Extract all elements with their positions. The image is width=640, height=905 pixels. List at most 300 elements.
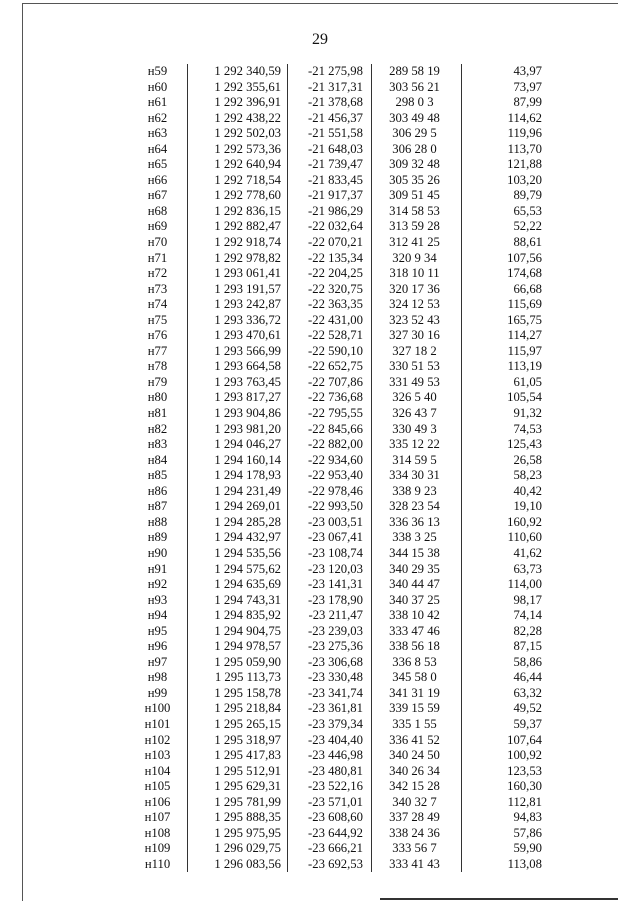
point-id-cell: н67 bbox=[128, 188, 188, 204]
direction-angle-cell: 338 10 42 bbox=[372, 608, 462, 624]
x-coordinate-cell: 1 294 978,57 bbox=[188, 639, 288, 655]
direction-angle-cell: 298 0 3 bbox=[372, 95, 462, 111]
table-row bbox=[128, 577, 556, 593]
point-id-cell: н65 bbox=[128, 157, 188, 173]
distance-cell: 59,90 bbox=[513, 841, 542, 856]
direction-angle-cell: 340 29 35 bbox=[372, 562, 462, 578]
direction-angle-cell: 327 18 2 bbox=[372, 344, 462, 360]
point-id-cell: н86 bbox=[128, 484, 188, 500]
y-coordinate-cell: -21 378,68 bbox=[288, 95, 372, 111]
point-id-cell: н60 bbox=[128, 80, 188, 96]
direction-angle-cell: 345 58 0 bbox=[372, 670, 462, 686]
table-row bbox=[128, 515, 556, 531]
x-coordinate-cell: 1 294 231,49 bbox=[188, 484, 288, 500]
y-coordinate-cell: -23 446,98 bbox=[288, 748, 372, 764]
direction-angle-cell: 344 15 38 bbox=[372, 546, 462, 562]
point-id-cell: н83 bbox=[128, 437, 188, 453]
x-coordinate-cell: 1 293 763,45 bbox=[188, 375, 288, 391]
y-coordinate-cell: -23 067,41 bbox=[288, 530, 372, 546]
x-coordinate-cell: 1 293 470,61 bbox=[188, 328, 288, 344]
direction-angle-cell: 342 15 28 bbox=[372, 779, 462, 795]
direction-angle-cell: 314 59 5 bbox=[372, 453, 462, 469]
distance-cell: 105,54 bbox=[507, 390, 542, 405]
y-coordinate-cell: -21 456,37 bbox=[288, 111, 372, 127]
y-coordinate-cell: -22 070,21 bbox=[288, 235, 372, 251]
x-coordinate-cell: 1 295 218,84 bbox=[188, 701, 288, 717]
direction-angle-cell: 338 24 36 bbox=[372, 826, 462, 842]
distance-cell: 57,86 bbox=[513, 825, 542, 840]
x-coordinate-cell: 1 295 888,35 bbox=[188, 810, 288, 826]
distance-cell: 107,56 bbox=[507, 250, 542, 265]
table-row bbox=[128, 80, 556, 96]
direction-angle-cell: 289 58 19 bbox=[372, 64, 462, 80]
direction-angle-cell: 327 30 16 bbox=[372, 328, 462, 344]
table-row bbox=[128, 344, 556, 360]
y-coordinate-cell: -22 431,00 bbox=[288, 313, 372, 329]
page-top-border bbox=[22, 3, 618, 4]
table-row bbox=[128, 188, 556, 204]
table-row bbox=[128, 717, 556, 733]
x-coordinate-cell: 1 293 664,58 bbox=[188, 359, 288, 375]
y-coordinate-cell: -21 551,58 bbox=[288, 126, 372, 142]
distance-cell: 115,97 bbox=[507, 343, 542, 358]
table-row bbox=[128, 764, 556, 780]
point-id-cell: н96 bbox=[128, 639, 188, 655]
point-id-cell: н73 bbox=[128, 282, 188, 298]
table-row bbox=[128, 111, 556, 127]
table-row bbox=[128, 406, 556, 422]
coordinates-table bbox=[128, 64, 556, 872]
x-coordinate-cell: 1 294 575,62 bbox=[188, 562, 288, 578]
direction-angle-cell: 309 32 48 bbox=[372, 157, 462, 173]
distance-cell: 91,32 bbox=[513, 406, 542, 421]
direction-angle-cell: 306 28 0 bbox=[372, 142, 462, 158]
table-row bbox=[128, 204, 556, 220]
direction-angle-cell: 339 15 59 bbox=[372, 701, 462, 717]
y-coordinate-cell: -23 108,74 bbox=[288, 546, 372, 562]
table-row bbox=[128, 826, 556, 842]
page-bottom-mark bbox=[380, 898, 618, 900]
y-coordinate-cell: -22 032,64 bbox=[288, 219, 372, 235]
table-row bbox=[128, 655, 556, 671]
distance-cell: 63,32 bbox=[513, 685, 542, 700]
table-row bbox=[128, 282, 556, 298]
table-row bbox=[128, 266, 556, 282]
direction-angle-cell: 338 56 18 bbox=[372, 639, 462, 655]
x-coordinate-cell: 1 294 535,56 bbox=[188, 546, 288, 562]
point-id-cell: н77 bbox=[128, 344, 188, 360]
point-id-cell: н92 bbox=[128, 577, 188, 593]
x-coordinate-cell: 1 295 113,73 bbox=[188, 670, 288, 686]
y-coordinate-cell: -21 739,47 bbox=[288, 157, 372, 173]
direction-angle-cell: 333 47 46 bbox=[372, 624, 462, 640]
y-coordinate-cell: -22 135,34 bbox=[288, 251, 372, 267]
x-coordinate-cell: 1 292 396,91 bbox=[188, 95, 288, 111]
direction-angle-cell: 337 28 49 bbox=[372, 810, 462, 826]
distance-cell: 58,23 bbox=[513, 468, 542, 483]
point-id-cell: н62 bbox=[128, 111, 188, 127]
y-coordinate-cell: -23 480,81 bbox=[288, 764, 372, 780]
x-coordinate-cell: 1 294 904,75 bbox=[188, 624, 288, 640]
y-coordinate-cell: -22 953,40 bbox=[288, 468, 372, 484]
table-row bbox=[128, 639, 556, 655]
y-coordinate-cell: -23 608,60 bbox=[288, 810, 372, 826]
direction-angle-cell: 303 49 48 bbox=[372, 111, 462, 127]
point-id-cell: н94 bbox=[128, 608, 188, 624]
page-left-border bbox=[22, 3, 23, 901]
direction-angle-cell: 312 41 25 bbox=[372, 235, 462, 251]
x-coordinate-cell: 1 292 978,82 bbox=[188, 251, 288, 267]
table-row bbox=[128, 173, 556, 189]
y-coordinate-cell: -23 522,16 bbox=[288, 779, 372, 795]
distance-cell: 110,60 bbox=[507, 530, 542, 545]
distance-cell: 114,62 bbox=[507, 110, 542, 125]
point-id-cell: н70 bbox=[128, 235, 188, 251]
x-coordinate-cell: 1 295 512,91 bbox=[188, 764, 288, 780]
distance-cell: 19,10 bbox=[513, 499, 542, 514]
direction-angle-cell: 313 59 28 bbox=[372, 219, 462, 235]
distance-cell: 63,73 bbox=[513, 561, 542, 576]
x-coordinate-cell: 1 295 417,83 bbox=[188, 748, 288, 764]
point-id-cell: н69 bbox=[128, 219, 188, 235]
direction-angle-cell: 336 41 52 bbox=[372, 733, 462, 749]
y-coordinate-cell: -23 666,21 bbox=[288, 841, 372, 857]
distance-cell: 119,96 bbox=[507, 126, 542, 141]
direction-angle-cell: 324 12 53 bbox=[372, 297, 462, 313]
table-row bbox=[128, 468, 556, 484]
distance-cell: 113,19 bbox=[507, 359, 542, 374]
distance-cell: 87,99 bbox=[513, 95, 542, 110]
y-coordinate-cell: -23 571,01 bbox=[288, 795, 372, 811]
point-id-cell: н84 bbox=[128, 453, 188, 469]
y-coordinate-cell: -23 178,90 bbox=[288, 593, 372, 609]
point-id-cell: н85 bbox=[128, 468, 188, 484]
distance-cell: 26,58 bbox=[513, 452, 542, 467]
distance-cell: 121,88 bbox=[507, 157, 542, 172]
table-row bbox=[128, 795, 556, 811]
direction-angle-cell: 330 49 3 bbox=[372, 422, 462, 438]
distance-cell: 115,69 bbox=[507, 297, 542, 312]
point-id-cell: н103 bbox=[128, 748, 188, 764]
point-id-cell: н109 bbox=[128, 841, 188, 857]
y-coordinate-cell: -22 736,68 bbox=[288, 390, 372, 406]
distance-cell: 49,52 bbox=[513, 701, 542, 716]
x-coordinate-cell: 1 293 817,27 bbox=[188, 390, 288, 406]
point-id-cell: н68 bbox=[128, 204, 188, 220]
x-coordinate-cell: 1 292 438,22 bbox=[188, 111, 288, 127]
x-coordinate-cell: 1 294 432,97 bbox=[188, 530, 288, 546]
x-coordinate-cell: 1 295 629,31 bbox=[188, 779, 288, 795]
table-row bbox=[128, 546, 556, 562]
direction-angle-cell: 305 35 26 bbox=[372, 173, 462, 189]
point-id-cell: н88 bbox=[128, 515, 188, 531]
table-row bbox=[128, 624, 556, 640]
y-coordinate-cell: -22 320,75 bbox=[288, 282, 372, 298]
x-coordinate-cell: 1 292 882,47 bbox=[188, 219, 288, 235]
y-coordinate-cell: -23 404,40 bbox=[288, 733, 372, 749]
point-id-cell: н110 bbox=[128, 857, 188, 873]
x-coordinate-cell: 1 296 029,75 bbox=[188, 841, 288, 857]
x-coordinate-cell: 1 295 265,15 bbox=[188, 717, 288, 733]
table-row bbox=[128, 748, 556, 764]
direction-angle-cell: 323 52 43 bbox=[372, 313, 462, 329]
table-row bbox=[128, 499, 556, 515]
direction-angle-cell: 309 51 45 bbox=[372, 188, 462, 204]
direction-angle-cell: 341 31 19 bbox=[372, 686, 462, 702]
table-row bbox=[128, 390, 556, 406]
table-row bbox=[128, 297, 556, 313]
y-coordinate-cell: -23 644,92 bbox=[288, 826, 372, 842]
point-id-cell: н71 bbox=[128, 251, 188, 267]
distance-cell: 89,79 bbox=[513, 188, 542, 203]
distance-cell: 113,08 bbox=[507, 856, 542, 871]
y-coordinate-cell: -23 275,36 bbox=[288, 639, 372, 655]
x-coordinate-cell: 1 292 573,36 bbox=[188, 142, 288, 158]
point-id-cell: н79 bbox=[128, 375, 188, 391]
table-row bbox=[128, 670, 556, 686]
y-coordinate-cell: -21 917,37 bbox=[288, 188, 372, 204]
y-coordinate-cell: -21 833,45 bbox=[288, 173, 372, 189]
point-id-cell: н59 bbox=[128, 64, 188, 80]
table-row bbox=[128, 701, 556, 717]
distance-cell: 74,14 bbox=[513, 608, 542, 623]
direction-angle-cell: 320 17 36 bbox=[372, 282, 462, 298]
x-coordinate-cell: 1 292 918,74 bbox=[188, 235, 288, 251]
direction-angle-cell: 318 10 11 bbox=[372, 266, 462, 282]
direction-angle-cell: 326 43 7 bbox=[372, 406, 462, 422]
direction-angle-cell: 330 51 53 bbox=[372, 359, 462, 375]
y-coordinate-cell: -22 882,00 bbox=[288, 437, 372, 453]
distance-cell: 74,53 bbox=[513, 421, 542, 436]
x-coordinate-cell: 1 294 285,28 bbox=[188, 515, 288, 531]
x-coordinate-cell: 1 294 269,01 bbox=[188, 499, 288, 515]
table-row bbox=[128, 733, 556, 749]
distance-cell: 59,37 bbox=[513, 716, 542, 731]
y-coordinate-cell: -22 845,66 bbox=[288, 422, 372, 438]
point-id-cell: н80 bbox=[128, 390, 188, 406]
y-coordinate-cell: -23 341,74 bbox=[288, 686, 372, 702]
table-row bbox=[128, 530, 556, 546]
y-coordinate-cell: -21 648,03 bbox=[288, 142, 372, 158]
y-coordinate-cell: -21 275,98 bbox=[288, 64, 372, 80]
direction-angle-cell: 335 1 55 bbox=[372, 717, 462, 733]
x-coordinate-cell: 1 295 158,78 bbox=[188, 686, 288, 702]
x-coordinate-cell: 1 292 502,03 bbox=[188, 126, 288, 142]
x-coordinate-cell: 1 292 355,61 bbox=[188, 80, 288, 96]
page-number: 29 bbox=[312, 31, 328, 48]
direction-angle-cell: 314 58 53 bbox=[372, 204, 462, 220]
point-id-cell: н108 bbox=[128, 826, 188, 842]
table-row bbox=[128, 484, 556, 500]
direction-angle-cell: 336 36 13 bbox=[372, 515, 462, 531]
x-coordinate-cell: 1 293 191,57 bbox=[188, 282, 288, 298]
y-coordinate-cell: -23 692,53 bbox=[288, 857, 372, 873]
direction-angle-cell: 328 23 54 bbox=[372, 499, 462, 515]
distance-cell: 58,86 bbox=[513, 654, 542, 669]
distance-cell: 88,61 bbox=[513, 235, 542, 250]
y-coordinate-cell: -22 707,86 bbox=[288, 375, 372, 391]
x-coordinate-cell: 1 294 635,69 bbox=[188, 577, 288, 593]
y-coordinate-cell: -21 317,31 bbox=[288, 80, 372, 96]
direction-angle-cell: 331 49 53 bbox=[372, 375, 462, 391]
y-coordinate-cell: -23 003,51 bbox=[288, 515, 372, 531]
direction-angle-cell: 333 56 7 bbox=[372, 841, 462, 857]
distance-cell: 65,53 bbox=[513, 203, 542, 218]
x-coordinate-cell: 1 292 640,94 bbox=[188, 157, 288, 173]
table-row bbox=[128, 375, 556, 391]
distance-cell: 73,97 bbox=[513, 79, 542, 94]
x-coordinate-cell: 1 292 778,60 bbox=[188, 188, 288, 204]
point-id-cell: н87 bbox=[128, 499, 188, 515]
x-coordinate-cell: 1 295 975,95 bbox=[188, 826, 288, 842]
distance-cell: 98,17 bbox=[513, 592, 542, 607]
direction-angle-cell: 338 3 25 bbox=[372, 530, 462, 546]
table-row bbox=[128, 562, 556, 578]
point-id-cell: н100 bbox=[128, 701, 188, 717]
x-coordinate-cell: 1 293 904,86 bbox=[188, 406, 288, 422]
point-id-cell: н105 bbox=[128, 779, 188, 795]
point-id-cell: н98 bbox=[128, 670, 188, 686]
point-id-cell: н66 bbox=[128, 173, 188, 189]
distance-cell: 40,42 bbox=[513, 483, 542, 498]
table-row bbox=[128, 359, 556, 375]
distance-cell: 94,83 bbox=[513, 810, 542, 825]
point-id-cell: н106 bbox=[128, 795, 188, 811]
distance-cell: 160,92 bbox=[507, 514, 542, 529]
table-row bbox=[128, 841, 556, 857]
distance-cell: 43,97 bbox=[513, 64, 542, 78]
distance-cell: 165,75 bbox=[507, 312, 542, 327]
y-coordinate-cell: -23 330,48 bbox=[288, 670, 372, 686]
distance-cell: 112,81 bbox=[507, 794, 542, 809]
y-coordinate-cell: -22 978,46 bbox=[288, 484, 372, 500]
distance-cell: 82,28 bbox=[513, 623, 542, 638]
x-coordinate-cell: 1 292 718,54 bbox=[188, 173, 288, 189]
distance-cell: 160,30 bbox=[507, 779, 542, 794]
x-coordinate-cell: 1 294 178,93 bbox=[188, 468, 288, 484]
distance-cell: 114,27 bbox=[507, 328, 542, 343]
distance-cell: 114,00 bbox=[507, 577, 542, 592]
distance-cell: 103,20 bbox=[507, 172, 542, 187]
point-id-cell: н72 bbox=[128, 266, 188, 282]
point-id-cell: н97 bbox=[128, 655, 188, 671]
x-coordinate-cell: 1 295 781,99 bbox=[188, 795, 288, 811]
point-id-cell: н91 bbox=[128, 562, 188, 578]
direction-angle-cell: 335 12 22 bbox=[372, 437, 462, 453]
table-row bbox=[128, 95, 556, 111]
point-id-cell: н99 bbox=[128, 686, 188, 702]
direction-angle-cell: 333 41 43 bbox=[372, 857, 462, 873]
x-coordinate-cell: 1 293 061,41 bbox=[188, 266, 288, 282]
direction-angle-cell: 340 37 25 bbox=[372, 593, 462, 609]
x-coordinate-cell: 1 294 835,92 bbox=[188, 608, 288, 624]
table-row bbox=[128, 857, 556, 873]
distance-cell: 41,62 bbox=[513, 545, 542, 560]
table-row bbox=[128, 779, 556, 795]
direction-angle-cell: 340 44 47 bbox=[372, 577, 462, 593]
table-row bbox=[128, 157, 556, 173]
x-coordinate-cell: 1 292 340,59 bbox=[188, 64, 288, 80]
table-row bbox=[128, 686, 556, 702]
distance-cell: 123,53 bbox=[507, 763, 542, 778]
table-row bbox=[128, 437, 556, 453]
y-coordinate-cell: -22 934,60 bbox=[288, 453, 372, 469]
x-coordinate-cell: 1 293 566,99 bbox=[188, 344, 288, 360]
distance-cell: 87,15 bbox=[513, 639, 542, 654]
direction-angle-cell: 340 26 34 bbox=[372, 764, 462, 780]
point-id-cell: н90 bbox=[128, 546, 188, 562]
y-coordinate-cell: -23 239,03 bbox=[288, 624, 372, 640]
table-row bbox=[128, 219, 556, 235]
point-id-cell: н102 bbox=[128, 733, 188, 749]
distance-cell: 107,64 bbox=[507, 732, 542, 747]
table-row bbox=[128, 235, 556, 251]
y-coordinate-cell: -23 361,81 bbox=[288, 701, 372, 717]
x-coordinate-cell: 1 295 318,97 bbox=[188, 733, 288, 749]
y-coordinate-cell: -22 204,25 bbox=[288, 266, 372, 282]
y-coordinate-cell: -22 590,10 bbox=[288, 344, 372, 360]
point-id-cell: н104 bbox=[128, 764, 188, 780]
direction-angle-cell: 303 56 21 bbox=[372, 80, 462, 96]
table-row bbox=[128, 328, 556, 344]
y-coordinate-cell: -22 528,71 bbox=[288, 328, 372, 344]
y-coordinate-cell: -23 379,34 bbox=[288, 717, 372, 733]
x-coordinate-cell: 1 293 981,20 bbox=[188, 422, 288, 438]
point-id-cell: н76 bbox=[128, 328, 188, 344]
point-id-cell: н78 bbox=[128, 359, 188, 375]
distance-cell: 46,44 bbox=[513, 670, 542, 685]
y-coordinate-cell: -22 652,75 bbox=[288, 359, 372, 375]
distance-cell: 113,70 bbox=[507, 141, 542, 156]
point-id-cell: н74 bbox=[128, 297, 188, 313]
table-row bbox=[128, 251, 556, 267]
point-id-cell: н95 bbox=[128, 624, 188, 640]
table-row bbox=[128, 608, 556, 624]
direction-angle-cell: 338 9 23 bbox=[372, 484, 462, 500]
y-coordinate-cell: -22 993,50 bbox=[288, 499, 372, 515]
distance-cell: 52,22 bbox=[513, 219, 542, 234]
point-id-cell: н82 bbox=[128, 422, 188, 438]
distance-cell: 66,68 bbox=[513, 281, 542, 296]
x-coordinate-cell: 1 296 083,56 bbox=[188, 857, 288, 873]
direction-angle-cell: 306 29 5 bbox=[372, 126, 462, 142]
direction-angle-cell: 340 24 50 bbox=[372, 748, 462, 764]
x-coordinate-cell: 1 293 336,72 bbox=[188, 313, 288, 329]
y-coordinate-cell: -21 986,29 bbox=[288, 204, 372, 220]
point-id-cell: н81 bbox=[128, 406, 188, 422]
table-row bbox=[128, 810, 556, 826]
point-id-cell: н101 bbox=[128, 717, 188, 733]
x-coordinate-cell: 1 292 836,15 bbox=[188, 204, 288, 220]
y-coordinate-cell: -23 211,47 bbox=[288, 608, 372, 624]
point-id-cell: н61 bbox=[128, 95, 188, 111]
direction-angle-cell: 334 30 31 bbox=[372, 468, 462, 484]
point-id-cell: н75 bbox=[128, 313, 188, 329]
table-row bbox=[128, 313, 556, 329]
distance-cell: 174,68 bbox=[507, 266, 542, 281]
table-row bbox=[128, 593, 556, 609]
direction-angle-cell: 320 9 34 bbox=[372, 251, 462, 267]
point-id-cell: н93 bbox=[128, 593, 188, 609]
point-id-cell: н63 bbox=[128, 126, 188, 142]
y-coordinate-cell: -22 363,35 bbox=[288, 297, 372, 313]
x-coordinate-cell: 1 294 743,31 bbox=[188, 593, 288, 609]
x-coordinate-cell: 1 294 160,14 bbox=[188, 453, 288, 469]
table-row bbox=[128, 126, 556, 142]
y-coordinate-cell: -22 795,55 bbox=[288, 406, 372, 422]
y-coordinate-cell: -23 141,31 bbox=[288, 577, 372, 593]
y-coordinate-cell: -23 120,03 bbox=[288, 562, 372, 578]
